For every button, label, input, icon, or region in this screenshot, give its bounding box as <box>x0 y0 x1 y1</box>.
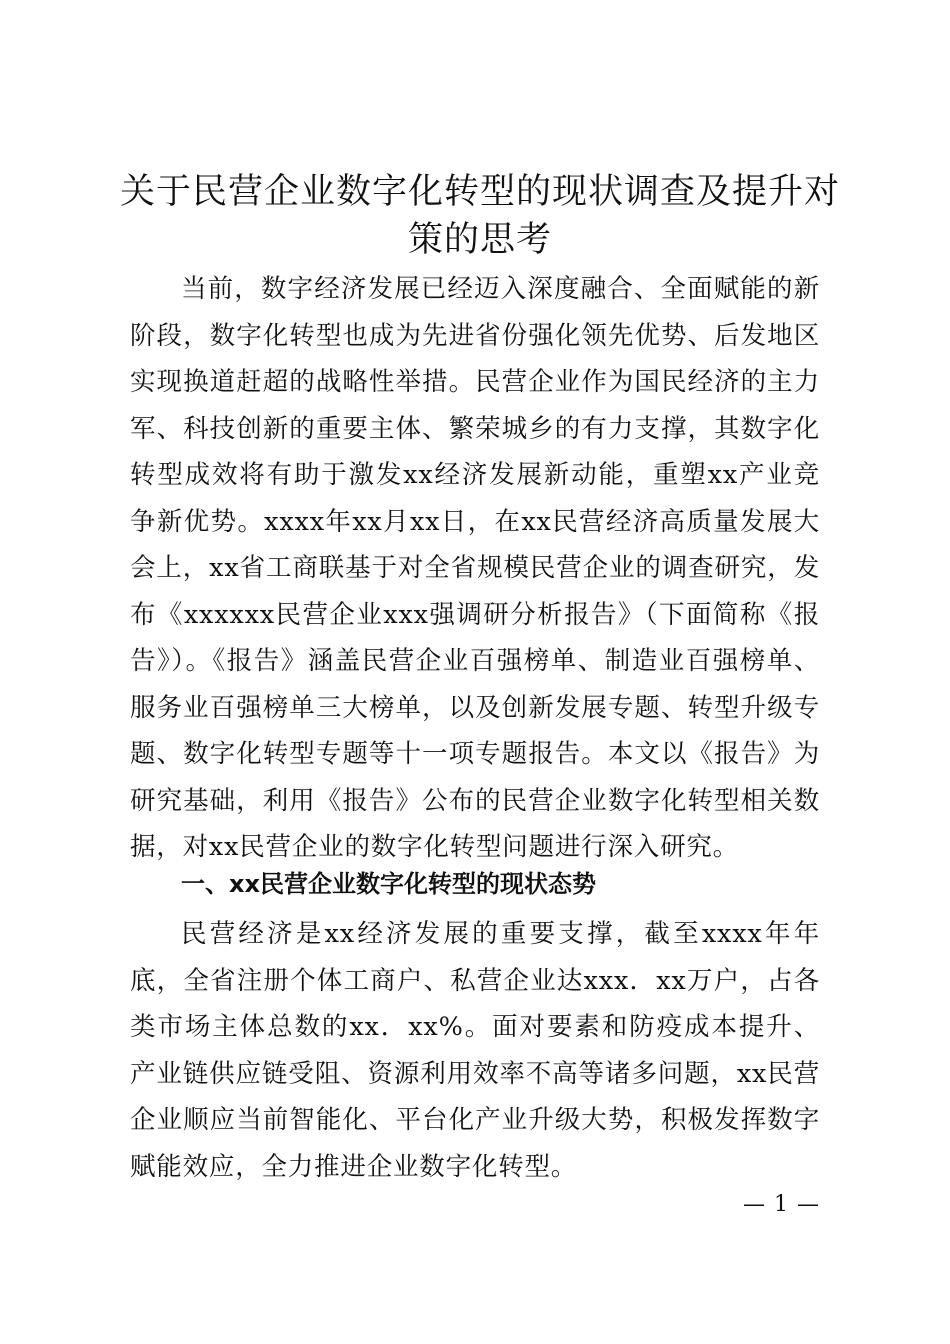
page-number: — 1 — <box>743 1192 820 1217</box>
section-paragraph: 民营经济是xx经济发展的重要支撑，截至xxxx年年底，全省注册个体工商户、私营企业达xxx．xx万户，占各类市场主体总数的xx．xx%。面对要素和防疫成本提升、产业链供应链受阻、资源利用效率不高等诸多问题，xx民营企业顺应当前智能化、平台化产业升级大势，积极发挥数字赋能效应，全力推进企业数字化转型。 <box>130 919 820 1182</box>
intro-paragraph: 当前，数字经济发展已经迈入深度融合、全面赋能的新阶段，数字化转型也成为先进省份强化领先优势、后发地区实现换道赶超的战略性举措。民营企业作为国民经济的主力军、科技创新的重要主体、繁荣城乡的有力支撑，其数字化转型成效将有助于激发xx经济发展新动能，重塑xx产业竞争新优势。xxxx年xx月xx日，在xx民营经济高质量发展大会上，xx省工商联基于对全省规模民营企业的调查研究，发布《xxxxxx民营企业xxx强调研分析报告》（下面简称《报告》）。《报告》涵盖民营企业百强榜单、制造业百强榜单、服务业百强榜单三大榜单，以及创新发展专题、转型升级专题、数字化转型专题等十一项专题报告。本文以《报告》为研究基础，利用《报告》公布的民营企业数字化转型相关数据，对xx民营企业的数字化转型问题进行深入研究。 <box>130 274 820 862</box>
document-title: 关于民营企业数字化转型的现状调查及提升对策的思考 <box>120 172 841 260</box>
section-heading: 一、xx民营企业数字化转型的现状态势 <box>181 870 596 898</box>
